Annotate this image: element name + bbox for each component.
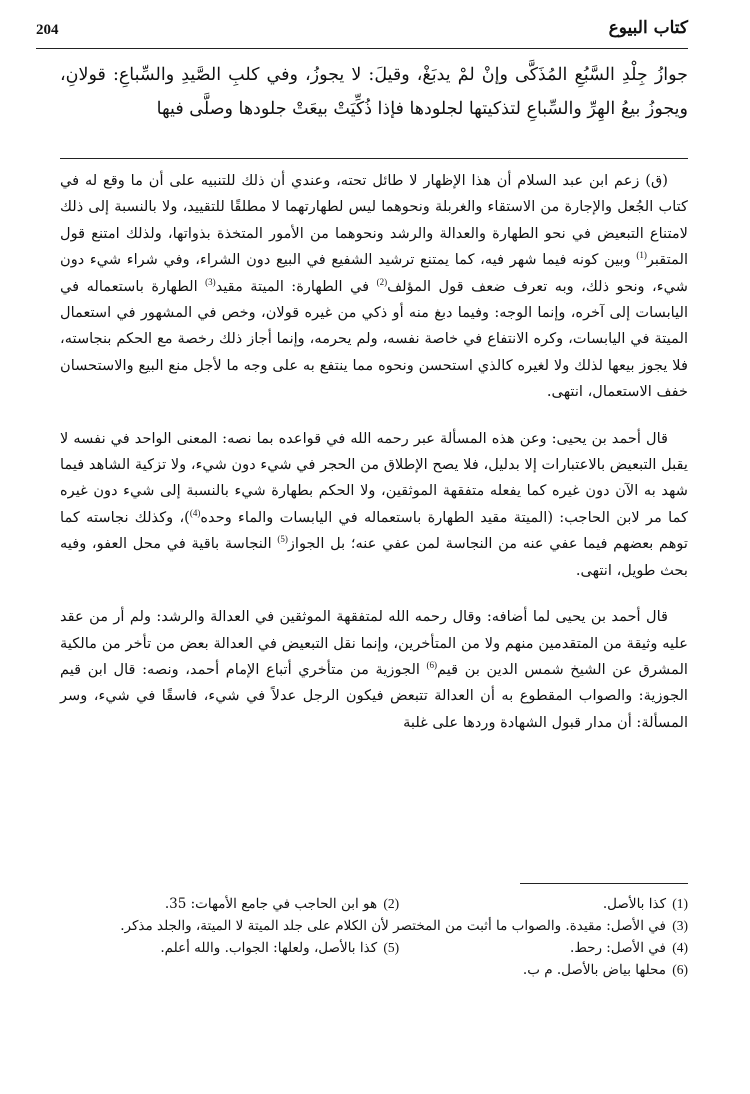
text-run: الطهارة باستعماله في اليابسات إلى آخره، وإنما الوجه: وفيما دبغ منه أو ذكي من غيره قولان، وخص في المشهور في استعمال الميتة في اليابسات، وكره الانتفاع في خاصة نفسه، ولم يحرمه، وإنما أجاز ذلك رخصة مع الحكم بنجاسته، فلا يجوز بيعها لذلك ولا لغيره كالذي استحسن ونحوه مما ينتفع به على وجه ما لأجل منع البيع والاستحسان خفف الاستعمال، انتهى.	[60, 277, 688, 401]
commentary-paragraph-1	[60, 168, 688, 406]
main-text-divider	[60, 158, 688, 159]
footnote-row	[60, 915, 688, 937]
text-run: الجوزية من متأخري أتباع الإمام أحمد، ونصه: قال ابن قيم الجوزية: والصواب المقطوع به أن العدالة تتبعض فيكون الرجل عدلاً في شيء، فاسقًا في شيء، وسر المسألة: أن مدار قبول الشهادة وردها على غلبة	[60, 660, 688, 731]
text-run: قال أحمد بن يحيى: وعن هذه المسألة عبر رحمه الله في قواعده بما نصه: المعنى الواحد في نفسه لا يقبل التبعيض بالاعتبارات إلا بدليل، فلا يصح الإطلاق من الحجر في شيء دون شيء، ولا تزكية الشاهد فيما شهد به الآن دون غيره كما يفعله متفقهة الموثقين، ولا الحكم بطهارة شيء بالنسبة إلى شيء دون غيره كما مر لابن الحاجب: (الميتة مقيد الطهارة باستعماله في اليابسات والماء وحده	[60, 429, 688, 526]
footnote-text: في الأصل: مقيدة. والصواب ما أثبت من المختصر لأن الكلام على جلد الميتة لا الميتة، والجلد مذكر.	[120, 918, 666, 934]
footnote-number: (1)	[672, 896, 688, 911]
commentary	[60, 168, 688, 756]
footnote-text: هو ابن الحاجب في جامع الأمهات: 35.	[164, 896, 378, 912]
footnote-text: في الأصل: رحط.	[570, 940, 666, 956]
text-run: (ق) زعم ابن عبد السلام أن هذا الإظهار لا طائل تحته، وعندي أن ذلك للتنبيه على أن ما وقع له في كتاب الجُعل والإجارة من الاستقاء والغربلة ونحوهما ليس لطهارتهما لا مطلقًا للتقييد، ولا بالنسبة إلى ذلك لامتناع التبعيض في نحو الطهارة والعدالة والرشد ونحوهما من الأمور المتخذة بذواتها، ولذلك امتنع قول المتقبر	[60, 172, 688, 269]
text-run: )، وكذلك نجاسته كما توهم بعضهم فيما عفي عنه من النجاسة لمن عفي عنه؛ بل الجواز	[60, 508, 688, 553]
footnote-number: (6)	[672, 962, 688, 977]
text-run: في الطهارة: الميتة مقيد	[215, 277, 377, 295]
text-run: قال أحمد بن يحيى لما أضافه: وقال رحمه الله لمتفقهة الموثقين في العدالة والرشد: ولم أر من عقد عليه وثيقة من المتقدمين منهم ولا من المتأخرين، وإنما نقل التبعيض في العدالة بعض من تأخر من مالكية المشرق عن الشيخ شمس الدين بن قيم	[60, 608, 688, 678]
footnote-number: (2)	[383, 896, 400, 911]
main-text: جوازُ جِلْدِ السَّبُعِ المُذَكَّى وإنْ لمْ يدبَغْ، وقيلَ: لا يجوزُ، وفي كلبِ الصَّيدِ والسِّباعِ: قولانِ، ويجوزُ بيعُ الهِرِّ والسِّباعِ لتذكيتها لجلودها فإذا ذُكِّيَتْ بيعَتْ جلودها وصلَّى فيها	[60, 65, 688, 119]
footnote-1	[399, 893, 688, 915]
footnote-text: محلها بياض بالأصل. م ب.	[522, 962, 666, 978]
footnote-4	[399, 937, 688, 959]
footnote-marker: (1)	[636, 250, 647, 261]
footnote-row	[60, 893, 688, 915]
footnote-marker: (2)	[376, 276, 388, 287]
text-run: النجاسة باقية في محل العفو، وفيه بحث طويل، انتهى.	[60, 535, 688, 579]
running-title: كتاب البيوع	[608, 18, 688, 38]
footnote-number: (3)	[672, 918, 688, 933]
footnote-marker: (4)	[189, 508, 201, 519]
footnote-number: (4)	[672, 940, 688, 955]
footnote-number: (5)	[383, 940, 400, 955]
footnote-marker: (6)	[426, 660, 438, 671]
footnote-6	[60, 959, 688, 981]
footnote-5	[110, 937, 399, 959]
footnote-2	[110, 893, 399, 915]
footnote-marker: (3)	[205, 276, 216, 287]
commentary-paragraph-3	[60, 604, 688, 736]
footnote-text: كذا بالأصل.	[602, 896, 666, 912]
text-run: وبين كونه فيما شهر فيه، كما يمتنع ترشيد الشفيع في البيع دون الشراء، وفي شراء شيء دون شيء، ونحو ذلك، وبه تعرف ضعف قول المؤلف	[60, 251, 688, 295]
footnote-row	[60, 937, 688, 959]
footnote-divider	[520, 883, 688, 884]
footnote-text: كذا بالأصل، ولعلها: الجواب. والله أعلم.	[160, 940, 378, 956]
footnotes	[60, 893, 688, 981]
page-number: 204	[36, 22, 59, 38]
commentary-paragraph-2	[60, 426, 688, 584]
footnote-3	[60, 915, 688, 937]
footnote-row	[60, 959, 688, 981]
footnote-marker: (5)	[277, 534, 288, 545]
page-header	[36, 14, 688, 49]
